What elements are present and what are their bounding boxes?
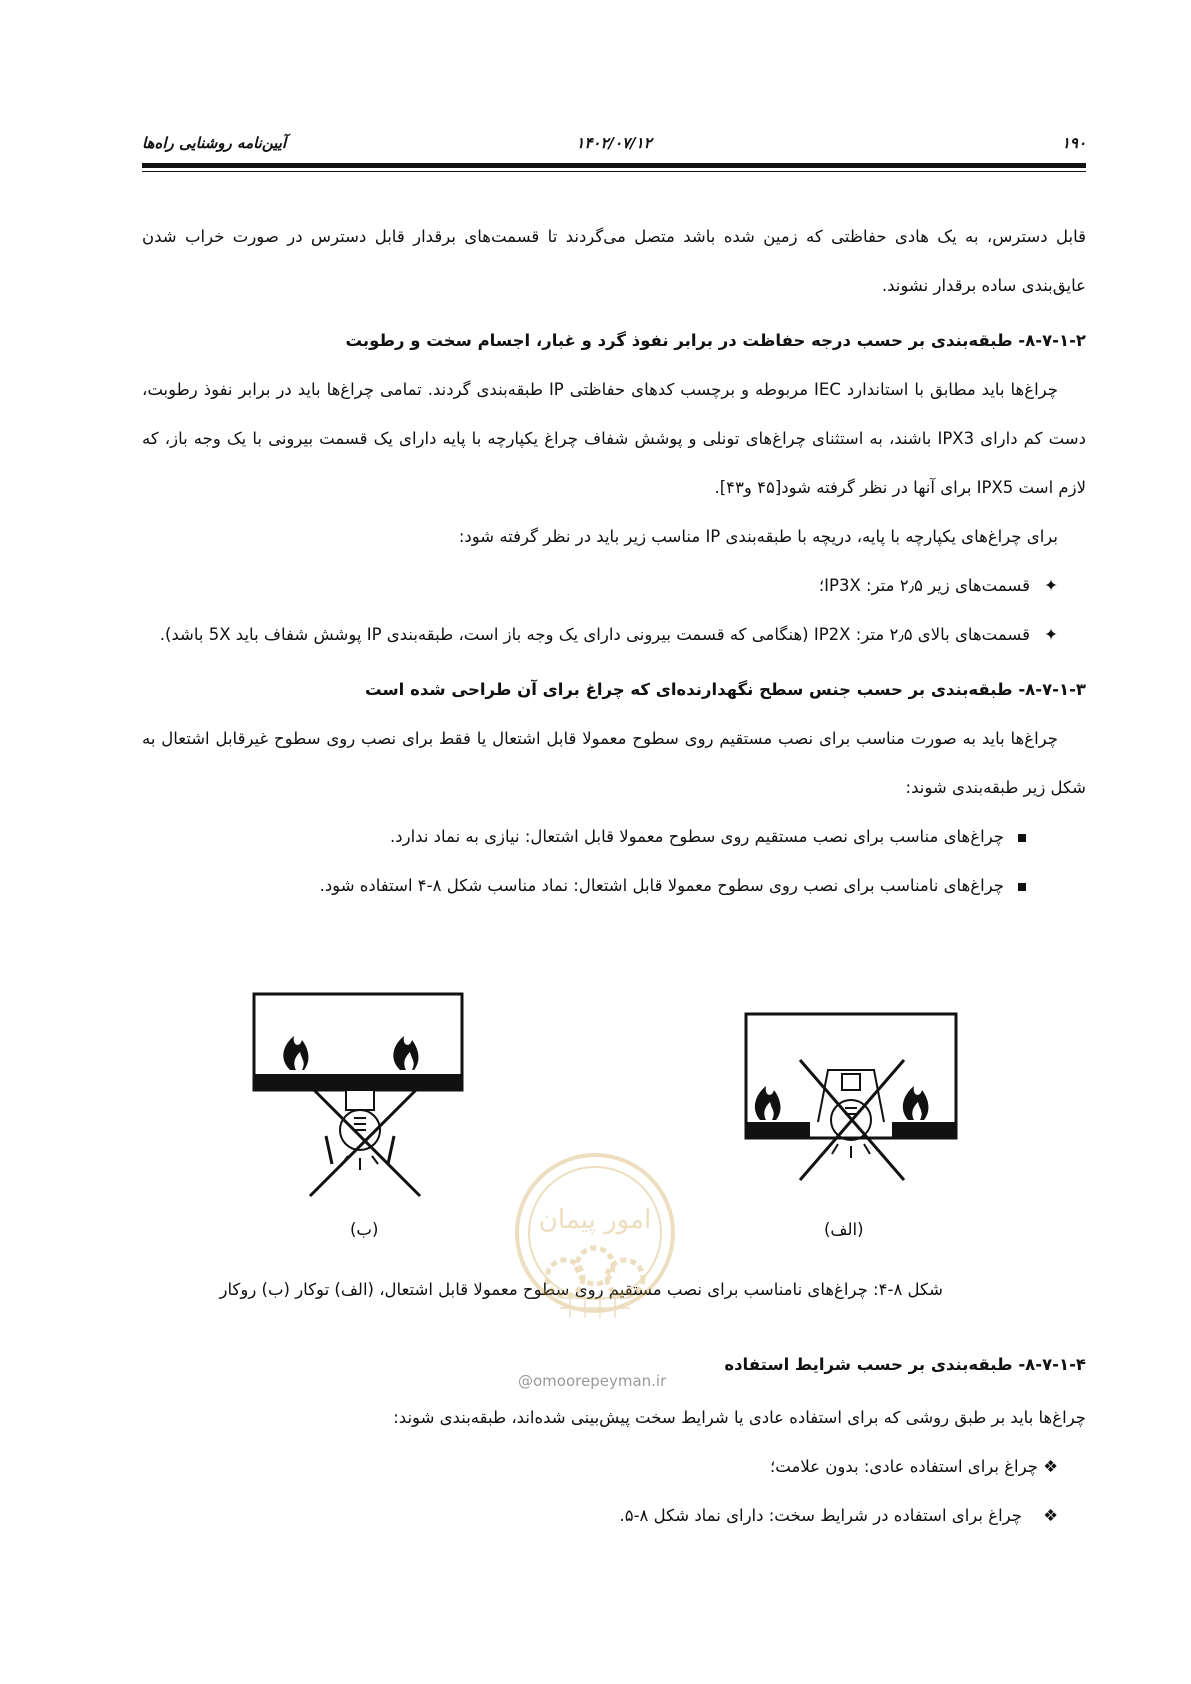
watermark-text: @omoorepeyman.ir [518, 1372, 667, 1390]
cross-out-icon [800, 1060, 904, 1180]
section-2-bullet-1 [142, 561, 1086, 610]
flame-icon [903, 1086, 929, 1120]
recessed-luminaire-figure [742, 1010, 998, 1200]
section-4-bullet-1 [142, 1442, 1086, 1491]
section-3-bullet-2-text: چراغ‌های نامناسب برای نصب روی سطوح معمولا قابل اشتعال: نماد مناسب شکل ۸-۴ استفاده شود. [319, 876, 1004, 895]
figure-label-a: (الف) [824, 1220, 864, 1239]
section-2-heading: ۸-۷-۱-۲- طبقه‌بندی بر حسب درجه حفاظت در برابر نفوذ گرد و غبار، اجسام سخت و رطوبت [345, 331, 1086, 350]
figure-label-b: (ب) [350, 1220, 379, 1239]
header-rule-thin [142, 171, 1086, 172]
section-3-paragraph: چراغ‌ها باید به صورت مناسب برای نصب مستقیم روی سطوح معمولا قابل اشتعال یا فقط برای نصب روی سطوح غیرقابل اشتعال به شکل زیر طبقه‌بندی شوند: [142, 729, 1086, 797]
figure-caption: شکل ۸-۴: چراغ‌های نامناسب برای نصب مستقیم روی سطوح معمولا قابل اشتعال، (الف) توکار (ب) روکار [219, 1280, 943, 1299]
square-bullet-icon [1018, 834, 1026, 842]
star-bullet-icon: ✦ [1044, 625, 1058, 644]
section-4-heading: ۸-۷-۱-۴- طبقه‌بندی بر حسب شرایط استفاده [724, 1355, 1086, 1374]
section-3-bullet-1-text: چراغ‌های مناسب برای نصب مستقیم روی سطوح معمولا قابل اشتعال: نیازی به نماد ندارد. [390, 827, 1004, 846]
section-2-paragraph-1: چراغ‌ها باید مطابق با استاندارد IEC مربوطه و برچسب کدهای حفاظتی IP طبقه‌بندی گردند. تمامی چراغ‌ها باید در برابر نفوذ رطوبت، دست کم دارای IPX3 باشند، به استثنای چراغ‌های تونلی و پوشش شفاف چراغ یکپارچه با پایه دارای یک قسمت بیرونی با یک وجه باز، که لازم است IPX5 برای آنها در نظر گرفته شود[۴۵ و۴۳]. [142, 380, 1086, 497]
watermark-logo-text: امور پیمان [538, 1205, 652, 1235]
intro-paragraph: قابل دسترس، به یک هادی حفاظتی که زمین شده باشد متصل می‌گردند تا قسمت‌های برقدار قابل دسترس در صورت خراب شدن عایق‌بندی ساده برقدار نشوند. [142, 227, 1086, 295]
square-bullet-icon [1018, 883, 1026, 891]
section-4-bullet-2 [142, 1491, 1086, 1540]
section-2-bullet-2 [142, 610, 1086, 659]
flame-icon [283, 1036, 308, 1070]
flame-icon [393, 1036, 418, 1070]
flame-icon [755, 1086, 781, 1120]
diamond-bullet-icon: ❖ [1043, 1457, 1058, 1476]
diamond-bullet-icon: ❖ [1043, 1506, 1058, 1525]
page-number: ۱۹۰ [1061, 134, 1086, 152]
section-4-bullet-2-text: چراغ برای استفاده در شرایط سخت: دارای نماد شکل ۸-۵. [619, 1506, 1022, 1525]
watermark-logo [510, 1148, 680, 1348]
surface-mounted-luminaire-figure [250, 990, 500, 1200]
header-date: ۱۴۰۲/۰۷/۱۲ [576, 134, 652, 152]
section-4-paragraph: چراغ‌ها باید بر طبق روشی که برای استفاده عادی یا شرایط سخت پیش‌بینی شده‌اند، طبقه‌بندی شوند: [393, 1408, 1086, 1427]
section-2-paragraph-2: برای چراغ‌های یکپارچه با پایه، دریچه با طبقه‌بندی IP مناسب زیر باید در نظر گرفته شود: [458, 527, 1058, 546]
header-title: آیین‌نامه روشنایی راه‌ها [142, 134, 287, 152]
main-content [142, 212, 1086, 910]
section-4 [142, 1340, 1086, 1540]
page-header [142, 128, 1086, 158]
section-3-bullet-2 [142, 861, 1086, 910]
section-2-bullet-1-text: قسمت‌های زیر ۲٫۵ متر: IP3X؛ [818, 576, 1030, 595]
section-4-bullet-1-text: چراغ برای استفاده عادی: بدون علامت؛ [770, 1457, 1038, 1476]
section-2-bullet-2-text: قسمت‌های بالای ۲٫۵ متر: IP2X (هنگامی که قسمت بیرونی دارای یک وجه باز است، طبقه‌بندی IP پوشش شفاف باید 5X باشد). [159, 625, 1030, 644]
section-3-heading: ۸-۷-۱-۳- طبقه‌بندی بر حسب جنس سطح نگهدارنده‌ای که چراغ برای آن طراحی شده است [364, 680, 1086, 699]
header-rule-thick [142, 163, 1086, 168]
star-bullet-icon: ✦ [1044, 576, 1058, 595]
section-3-bullet-1 [142, 812, 1086, 861]
